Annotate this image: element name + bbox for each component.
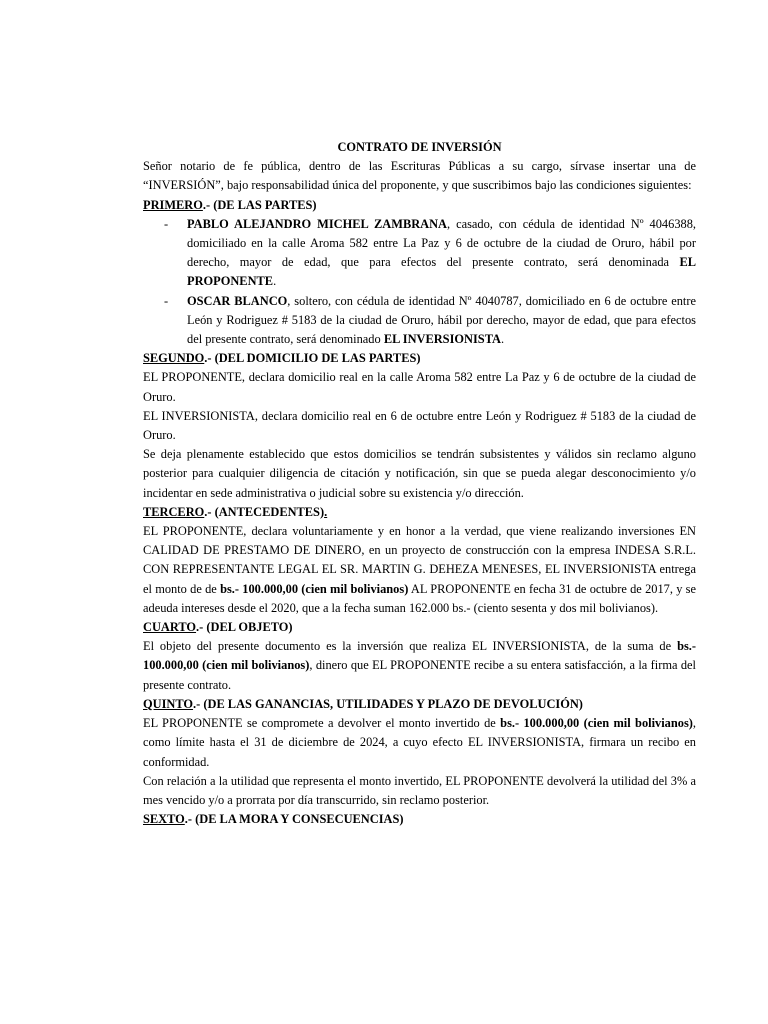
party-item (143, 215, 696, 292)
party-name: PABLO ALEJANDRO MICHEL ZAMBRANA (187, 216, 448, 231)
party-end: . (273, 274, 277, 289)
text-run: AL PROPONENTE en fecha 31 de octubre de 2017, y se adeuda intereses desde el 2020, que a la fecha suman 162.000 bs.- (ciento sesenta y dos mil bolivianos). (143, 581, 697, 615)
text-run: , dinero que EL PROPONENTE recibe a su entera satisfacción, a la firma del presente contrato. (143, 658, 696, 692)
party-item (143, 292, 696, 350)
party-name: OSCAR BLANCO (187, 293, 288, 308)
amount-bold: bs.- 100.000,00 (cien mil bolivianos) (143, 639, 696, 673)
clause-label: SEGUNDO (143, 351, 205, 366)
text-run: EL PROPONENTE se compromete a devolver el monto invertido de (143, 716, 501, 731)
clause-title: .- (DE LA MORA Y CONSECUENCIAS) (184, 812, 404, 827)
clause-sexto-heading (143, 810, 696, 829)
clause-quinto-heading (143, 695, 696, 714)
clause-label: TERCERO (143, 504, 205, 519)
clause-title: .- (DE LAS GANANCIAS, UTILIDADES Y PLAZO DE DEVOLUCIÓN) (193, 696, 583, 711)
segundo-paragraph-1: EL PROPONENTE, declara domicilio real en la calle Aroma 582 entre La Paz y 6 de octubre de la ciudad de Oruro. (143, 370, 696, 404)
clause-title: .- (DEL OBJETO) (196, 620, 293, 635)
text-run: El objeto del presente documento es la inversión que realiza EL INVERSIONISTA, de la suma de (143, 639, 678, 654)
clause-tercero-heading (143, 503, 696, 522)
clause-title: .- (DEL DOMICILIO DE LAS PARTES) (204, 351, 421, 366)
list-bullet: - (164, 216, 169, 231)
clause-primero-heading (143, 196, 696, 215)
clause-label: SEXTO (143, 812, 185, 827)
clause-cuarto-heading (143, 618, 696, 637)
clause-label: PRIMERO (143, 197, 203, 212)
segundo-paragraph-3: Se deja plenamente establecido que estos domicilios se tendrán subsistentes y válidos sin reclamo alguno posterior para cualquier diligencia de citación y notificación, sin que se pueda alegar desconocimiento y/o incidentar en sede administrativa o judicial sobre su existencia y/o dirección. (143, 447, 696, 500)
parties-list (143, 215, 696, 349)
party-role: EL PROPONENTE (187, 255, 696, 289)
contract-body (143, 138, 696, 829)
quinto-paragraph-1 (143, 714, 696, 772)
party-details: , soltero, con cédula de identidad Nº 4040787, domiciliado en 6 de octubre entre León y Rodriguez # 5183 de la ciudad de Oruro, hábil por derecho, mayor de edad, que para efectos del presente contrato, será denominado (187, 293, 696, 347)
party-end: . (501, 332, 505, 347)
clause-label: CUARTO (143, 620, 197, 635)
tercero-paragraph (143, 522, 696, 618)
party-details: , casado, con cédula de identidad Nº 4046388, domiciliado en la calle Aroma 582 entre La Paz y 6 de octubre de la ciudad de Oruro, hábil por derecho, mayor de edad, que para efectos del presente contrato, será denominada (187, 216, 696, 270)
segundo-paragraph-2: EL INVERSIONISTA, declara domicilio real en 6 de octubre entre León y Rodriguez # 5183 de la ciudad de Oruro. (143, 408, 696, 443)
clause-title-tail: . (324, 504, 328, 519)
clause-title: .- (ANTECEDENTES) (204, 504, 325, 519)
intro-paragraph: Señor notario de fe pública, dentro de las Escrituras Públicas a su cargo, sírvase insertar una de “INVERSIÓN”, bajo responsabilidad única del proponente, y que suscribimos bajo las condiciones siguientes: (143, 159, 696, 193)
quinto-paragraph-2: Con relación a la utilidad que representa el monto invertido, EL PROPONENTE devolverá la utilidad del 3% a mes vencido y/o a prorrata por día transcurrido, sin reclamo posterior. (143, 773, 696, 807)
cuarto-paragraph (143, 637, 696, 695)
text-run: EL PROPONENTE, declara voluntariamente y en honor a la verdad, que viene realizando inversiones EN CALIDAD DE PRESTAMO DE DINERO, en un proyecto de construcción con la empresa INDESA S.R.L. CON REPRESENTANTE LEGAL EL SR. MARTIN G. DEHEZA MENESES, EL INVERSIONISTA entrega el monto de de (143, 524, 696, 596)
party-role: EL INVERSIONISTA (383, 332, 501, 347)
clause-label: QUINTO (143, 696, 194, 711)
clause-segundo-heading (143, 349, 696, 368)
list-bullet: - (164, 293, 169, 308)
clause-title: .- (DE LAS PARTES) (202, 197, 317, 212)
amount-bold: bs.- 100.000,00 (cien mil bolivianos) (500, 716, 693, 731)
document-title: CONTRATO DE INVERSIÓN (337, 140, 502, 154)
amount-bold: bs.- 100.000,00 (cien mil bolivianos) (220, 581, 409, 596)
text-run: , como límite hasta el 31 de diciembre de 2024, a cuyo efecto EL INVERSIONISTA, firmara un recibo en conformidad. (143, 716, 697, 769)
